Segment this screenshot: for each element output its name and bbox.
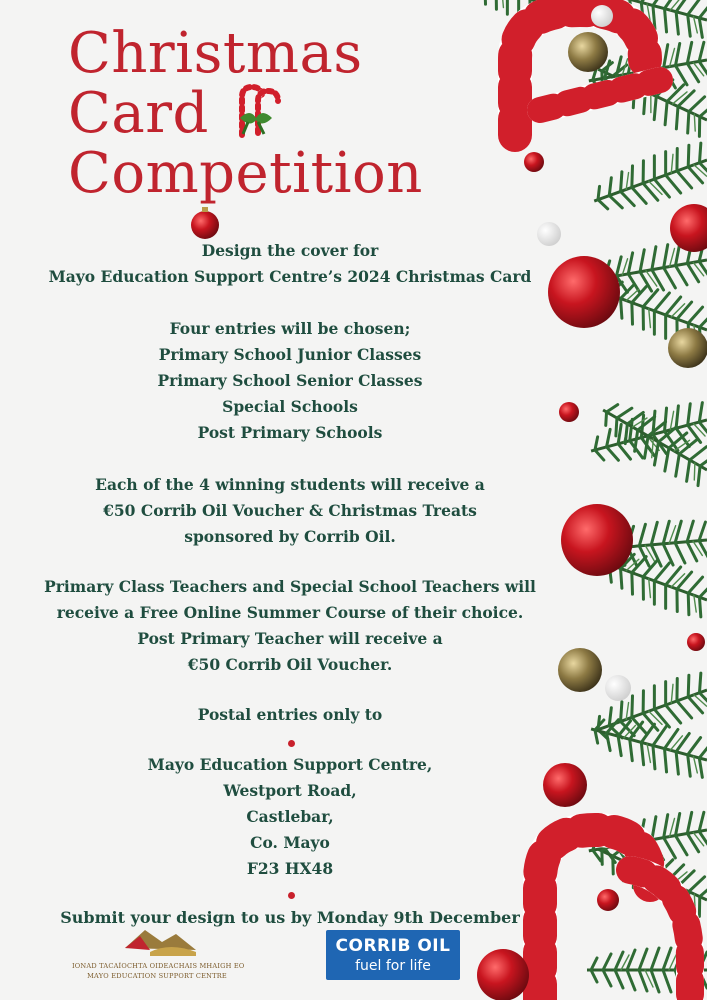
address-line: Mayo Education Support Centre, (147, 755, 433, 774)
divider-dot (288, 892, 295, 899)
divider-dot (288, 740, 295, 747)
student-prize-line: €50 Corrib Oil Voucher & Christmas Treats (103, 501, 477, 520)
deadline-text: Submit your design to us by Monday 9th December (60, 908, 520, 927)
corrib-oil-logo-tagline: fuel for life (355, 958, 431, 974)
title-line-1: Christmas (68, 21, 363, 86)
intro-line-1: Design the cover for (201, 241, 379, 260)
category-item: Post Primary Schools (197, 423, 383, 442)
corrib-oil-logo (326, 930, 460, 980)
intro-line-2: Mayo Education Support Centre’s 2024 Christmas Card (48, 267, 532, 286)
mesc-logo-english-text: MAYO EDUCATION SUPPORT CENTRE (87, 972, 227, 980)
teacher-prize-line: Primary Class Teachers and Special School Teachers will (44, 577, 536, 596)
student-prize-line: Each of the 4 winning students will receive a (95, 475, 485, 494)
title-line-3: Competition (68, 141, 423, 206)
teacher-prize-line: receive a Free Online Summer Course of their choice. (56, 603, 524, 622)
address-line: Castlebar, (246, 807, 334, 826)
mesc-logo-irish-text: IONAD TACAÍOCHTA OIDEACHAIS MHAIGH EO (72, 962, 245, 970)
mesc-logo (72, 922, 245, 982)
address-line: F23 HX48 (246, 859, 334, 878)
corrib-oil-logo-name: CORRIB OIL (335, 936, 451, 956)
category-item: Primary School Junior Classes (158, 345, 422, 364)
teacher-prize-line: Post Primary Teacher will receive a (137, 629, 443, 648)
address-line: Westport Road, (223, 781, 357, 800)
postal-heading: Postal entries only to (197, 705, 383, 724)
student-prize-line: sponsored by Corrib Oil. (184, 527, 396, 546)
entries-heading: Four entries will be chosen; (169, 319, 411, 338)
category-item: Special Schools (222, 397, 358, 416)
category-item: Primary School Senior Classes (157, 371, 423, 390)
address-line: Co. Mayo (250, 833, 330, 852)
title-line-2: Card (68, 81, 209, 146)
teacher-prize-line: €50 Corrib Oil Voucher. (187, 655, 393, 674)
